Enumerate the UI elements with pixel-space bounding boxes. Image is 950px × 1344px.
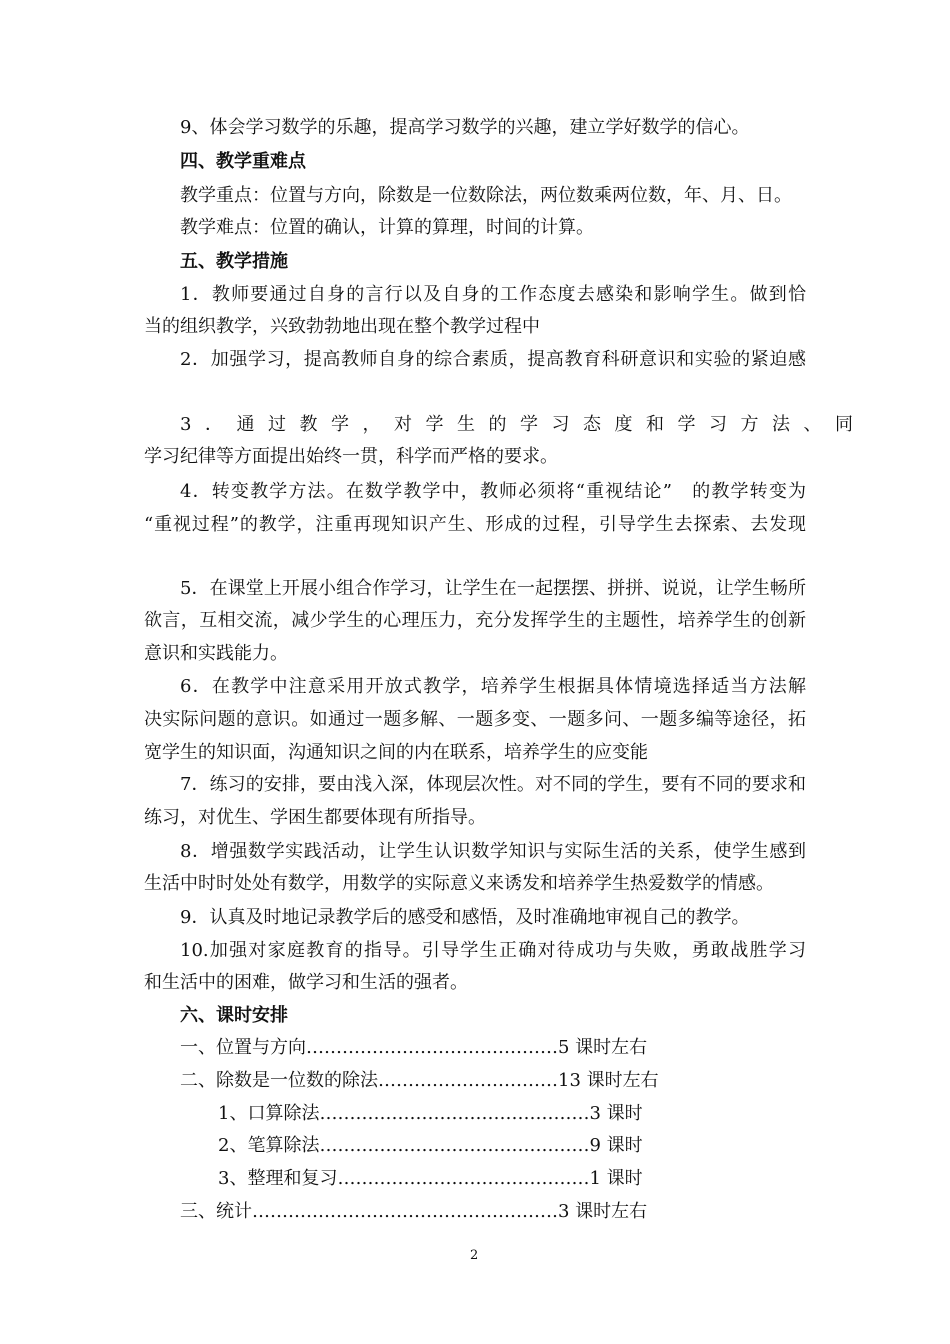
measure-10-line-2: 和生活中的困难，做学习和生活的强者。	[144, 972, 468, 993]
measure-5-line-1: 5．在课堂上开展小组合作学习，让学生在一起摆摆、拼拼、说说，让学生畅所	[180, 578, 806, 599]
schedule-subitem-1: 1、口算除法………………………………………3 课时	[218, 1103, 643, 1124]
measure-6-line-3: 宽学生的知识面，沟通知识之间的内在联系，培养学生的应变能	[144, 742, 648, 763]
measure-10-line-1: 10.加强对家庭教育的指导。引导学生正确对待成功与失败，勇敢战胜学习	[180, 940, 806, 961]
key-point-line: 教学重点：位置与方向，除数是一位数除法，两位数乘两位数，年、月、日。	[180, 185, 792, 206]
measure-1-line-2: 当的组织教学，兴致勃勃地出现在整个教学过程中	[144, 316, 540, 337]
measure-5-line-2: 欲言，互相交流，减少学生的心理压力，充分发挥学生的主题性，培养学生的创新	[144, 610, 806, 631]
measure-4-line-1: 4．转变教学方法。在数学教学中，教师必须将“重视结论” 的教学转变为	[180, 481, 806, 502]
schedule-item-2: 二、除数是一位数的除法…………………………13 课时左右	[180, 1070, 659, 1091]
difficult-point-line: 教学难点：位置的确认，计算的算理，时间的计算。	[180, 217, 594, 238]
measure-6-line-1: 6．在教学中注意采用开放式教学，培养学生根据具体情境选择适当方法解	[180, 676, 806, 697]
measure-3-line-2: 学习纪律等方面提出始终一贯，科学而严格的要求。	[144, 446, 558, 467]
schedule-subitem-3: 3、整理和复习……………………………………1 课时	[218, 1168, 643, 1189]
measure-9-line-1: 9．认真及时地记录教学后的感受和感悟，及时准确地审视自己的教学。	[180, 907, 750, 928]
measure-8-line-1: 8．增强数学实践活动，让学生认识数学知识与实际生活的关系，使学生感到	[180, 841, 806, 862]
page-number: 2	[470, 1248, 479, 1263]
schedule-item-1: 一、位置与方向……………………………………5 课时左右	[180, 1037, 648, 1058]
measure-8-line-2: 生活中时时处处有数学，用数学的实际意义来诱发和培养学生热爱数学的情感。	[144, 873, 774, 894]
intro-goal-9: 9、体会学习数学的乐趣，提高学习数学的兴趣，建立学好数学的信心。	[180, 117, 750, 138]
measure-7-line-1: 7．练习的安排，要由浅入深，体现层次性。对不同的学生，要有不同的要求和	[180, 774, 806, 795]
schedule-subitem-2: 2、笔算除法………………………………………9 课时	[218, 1135, 643, 1156]
measure-5-line-3: 意识和实践能力。	[144, 643, 288, 664]
measure-2-line-1: 2．加强学习，提高教师自身的综合素质，提高教育科研意识和实验的紧迫感	[180, 349, 806, 370]
section-heading-schedule: 六、课时安排	[180, 1005, 288, 1026]
schedule-item-3: 三、统计……………………………………………3 课时左右	[180, 1201, 648, 1222]
section-heading-key-points: 四、教学重难点	[180, 151, 306, 172]
measure-4-line-2: “重视过程”的教学，注重再现知识产生、形成的过程，引导学生去探索、去发现	[144, 514, 806, 535]
measure-6-line-2: 决实际问题的意识。如通过一题多解、一题多变、一题多问、一题多编等途径，拓	[144, 709, 806, 730]
measure-7-line-2: 练习，对优生、学困生都要体现有所指导。	[144, 807, 486, 828]
measure-3-line-1: 3．通过教学，对学生的学习态度和学习方法、同	[180, 414, 867, 435]
measure-1-line-1: 1．教师要通过自身的言行以及自身的工作态度去感染和影响学生。做到恰	[180, 284, 806, 305]
section-heading-measures: 五、教学措施	[180, 251, 288, 272]
